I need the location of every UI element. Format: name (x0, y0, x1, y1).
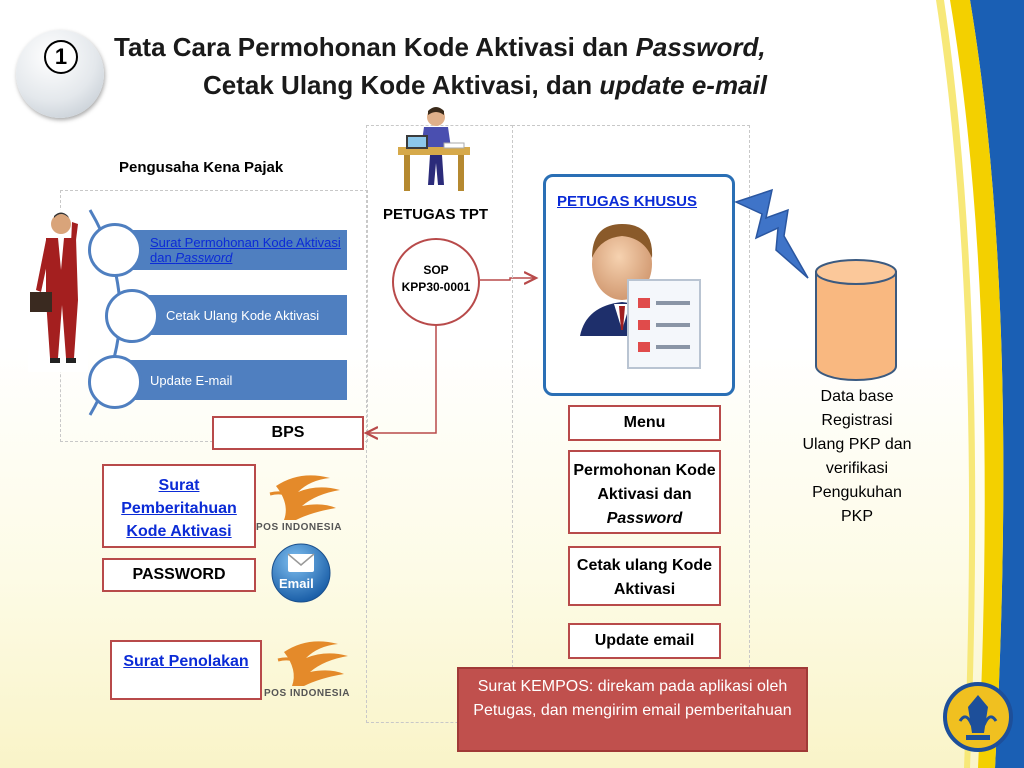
lightning-arrow-icon (732, 188, 812, 282)
email-icon-label: Email (279, 576, 314, 591)
pos-logo-text-1: POS INDONESIA (256, 522, 342, 533)
officer-checklist-icon (576, 218, 704, 372)
cetak-ulang-box: Cetak ulang Kode Aktivasi (568, 546, 721, 606)
database-label: Data base Registrasi Ulang PKP dan verifikasi Pengukuhan PKP (802, 388, 912, 525)
list-item-permohonan-text[interactable]: Surat Permohonan Kode Aktivasi dan Password (150, 235, 341, 265)
permohonan-box: Permohonan Kode Aktivasi dan Password (568, 450, 721, 534)
petugas-khusus-label[interactable]: PETUGAS KHUSUS (557, 193, 698, 210)
title-line-2: Cetak Ulang Kode Aktivasi, dan update e-mail (203, 70, 767, 100)
sop-line-1: SOP (423, 263, 449, 277)
step-number: 1 (44, 40, 78, 74)
pkp-heading: Pengusaha Kena Pajak (119, 159, 284, 176)
menu-box: Menu (568, 405, 721, 441)
title-line-1: Tata Cara Permohonan Kode Aktivasi dan Password, (114, 32, 766, 62)
update-email-box: Update email (568, 623, 721, 659)
password-box: PASSWORD (102, 558, 256, 592)
kemenkeu-logo (942, 681, 1014, 753)
surat-pemberitahuan-link[interactable]: Surat Pemberitahuan Kode Aktivasi (121, 477, 237, 540)
petugas-tpt-label: PETUGAS TPT (383, 206, 489, 223)
database-icon (814, 258, 898, 382)
list-item-cetak-text: Cetak Ulang Kode Aktivasi (166, 307, 320, 323)
pos-logo-text-2: POS INDONESIA (264, 688, 350, 699)
list-item-update-text: Update E-mail (150, 372, 233, 388)
surat-penolakan-link[interactable]: Surat Penolakan (123, 653, 249, 670)
bps-box: BPS (212, 416, 364, 450)
sop-line-2: KPP30-0001 (401, 280, 471, 294)
kempos-note: Surat KEMPOS: direkam pada aplikasi oleh Petugas, dan mengirim email pemberitahuan (457, 667, 808, 752)
